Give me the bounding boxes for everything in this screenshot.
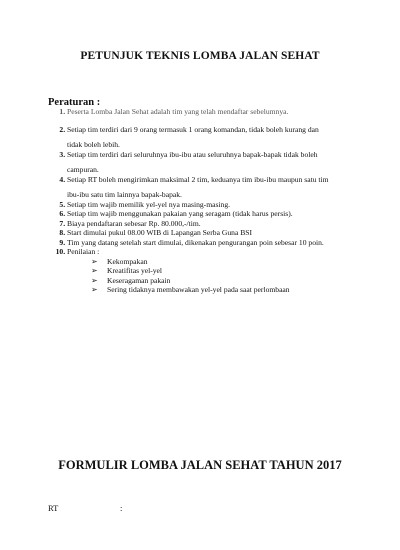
rule-item-7 xyxy=(67,219,382,229)
rule-text: Biaya pendaftaran sebesar Rp. 80.000,-/tim. xyxy=(67,218,201,228)
criteria-item xyxy=(91,257,382,267)
rule-item-3 xyxy=(67,150,382,175)
rule-text-continuation: campuran. xyxy=(67,165,99,174)
rules-heading: Peraturan : xyxy=(48,97,101,108)
rule-text: Setiap tim terdiri dari 9 orang termasuk 1 orang komandan, tidak boleh kurang dan xyxy=(67,124,319,134)
rules-list xyxy=(48,107,382,295)
rt-field-label: RT xyxy=(48,503,59,513)
rule-item-6 xyxy=(67,209,382,219)
rule-item-10 xyxy=(67,247,382,295)
arrow-bullet-icon: ➢ xyxy=(91,275,98,285)
criteria-text: Sering tidaknya membawakan yel-yel pada saat perlombaan xyxy=(107,285,290,294)
rule-text: Tim yang datang setelah start dimulai, dikenakan pengurangan poin sebesar 10 poin. xyxy=(67,237,324,247)
rule-text-continuation: tidak boleh lebih. xyxy=(67,140,120,149)
arrow-bullet-icon: ➢ xyxy=(91,256,98,266)
rule-item-4 xyxy=(67,175,382,200)
rt-field-row xyxy=(48,503,123,513)
rule-text: Setiap tim wajib memilik yel-yel nya masing-masing. xyxy=(67,199,231,209)
rule-text: Setiap RT boleh mengirimkan maksimal 2 tim, keduanya tim ibu-ibu maupun satu tim xyxy=(67,174,329,184)
criteria-text: Kreatifitas yel-yel xyxy=(107,266,163,275)
criteria-item xyxy=(91,266,382,276)
form-title: FORMULIR LOMBA JALAN SEHAT TAHUN 2017 xyxy=(58,458,342,472)
rule-text: Setiap tim terdiri dari seluruhnya ibu-ibu atau seluruhnya bapak-bapak tidak boleh xyxy=(67,149,318,159)
criteria-item xyxy=(91,276,382,286)
rule-text: Start dimulai pukul 08.00 WIB di Lapangan Serba Guna BSI xyxy=(67,228,253,237)
criteria-text: Kekompakan xyxy=(107,256,148,266)
document-title: PETUNJUK TEKNIS LOMBA JALAN SEHAT xyxy=(80,50,320,62)
rule-item-5 xyxy=(67,200,382,210)
rule-text-continuation: ibu-ibu satu tim lainnya bapak-bapak. xyxy=(67,190,182,199)
rule-text: Peserta Lomba Jalan Sehat adalah tim yang telah mendaftar sebelumnya. xyxy=(67,107,289,116)
rule-item-2 xyxy=(67,125,382,150)
rule-text: Setiap tim wajib menggunakan pakaian yang seragam (tidak harus persis). xyxy=(67,209,293,218)
rt-field-separator: : xyxy=(120,503,123,513)
rule-item-8 xyxy=(67,228,382,238)
rule-item-9 xyxy=(67,238,382,248)
rule-text: Penilaian : xyxy=(67,247,100,256)
arrow-bullet-icon: ➢ xyxy=(91,285,98,294)
criteria-text: Keseragaman pakain xyxy=(107,275,171,285)
arrow-bullet-icon: ➢ xyxy=(91,266,98,275)
criteria-item xyxy=(91,285,382,295)
rule-item-1 xyxy=(67,107,382,117)
criteria-list xyxy=(67,257,382,295)
